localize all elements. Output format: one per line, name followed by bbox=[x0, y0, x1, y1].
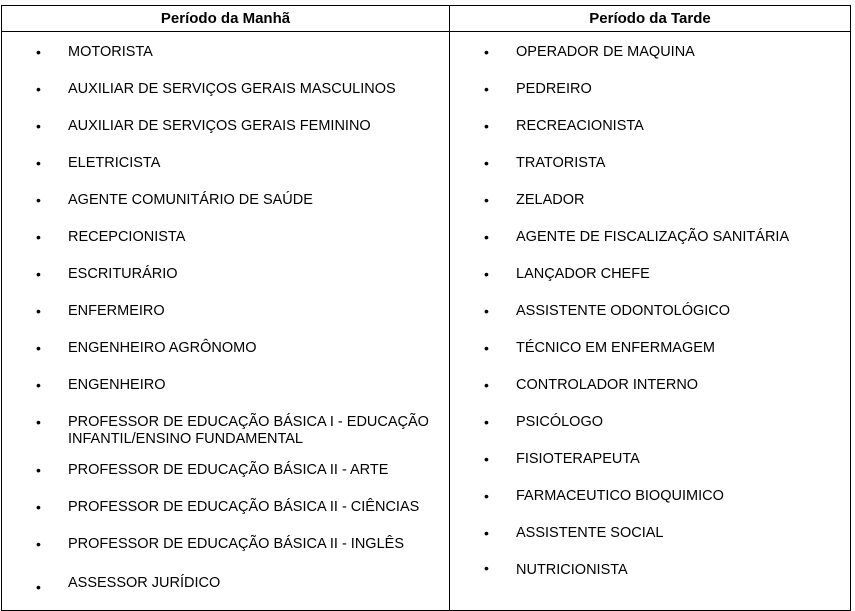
list-item bbox=[2, 414, 449, 462]
list-item bbox=[450, 81, 850, 118]
list-item-label: AGENTE DE FISCALIZAÇÃO SANITÁRIA bbox=[516, 229, 790, 245]
bullet-icon: • bbox=[484, 560, 489, 576]
bullet-icon: • bbox=[484, 229, 489, 245]
list-item bbox=[450, 562, 850, 602]
bullet-icon: • bbox=[484, 451, 489, 467]
list-item-label: AGENTE COMUNITÁRIO DE SAÚDE bbox=[68, 192, 313, 208]
afternoon-column bbox=[450, 32, 851, 611]
list-item-label: MOTORISTA bbox=[68, 44, 153, 60]
list-item bbox=[450, 451, 850, 488]
list-item-label: ESCRITURÁRIO bbox=[68, 266, 178, 282]
list-item-label: PEDREIRO bbox=[516, 81, 592, 97]
header-afternoon: Período da Tarde bbox=[450, 6, 851, 32]
bullet-icon: • bbox=[484, 414, 489, 430]
list-item bbox=[450, 155, 850, 192]
list-item bbox=[2, 573, 449, 610]
bullet-icon: • bbox=[36, 536, 41, 552]
list-item-label: ASSISTENTE ODONTOLÓGICO bbox=[516, 303, 731, 319]
list-item bbox=[2, 499, 449, 536]
list-item bbox=[450, 340, 850, 377]
list-item-label: PROFESSOR DE EDUCAÇÃO BÁSICA II - CIÊNCIAS bbox=[68, 499, 420, 515]
list-item bbox=[2, 229, 449, 266]
bullet-icon: • bbox=[484, 525, 489, 541]
list-item-label: FISIOTERAPEUTA bbox=[516, 451, 640, 467]
list-item bbox=[2, 192, 449, 229]
list-item-label: ENFERMEIRO bbox=[68, 303, 165, 319]
list-item bbox=[450, 229, 850, 266]
bullet-icon: • bbox=[36, 229, 41, 245]
morning-column bbox=[2, 32, 450, 611]
list-item bbox=[2, 303, 449, 340]
list-item-label: TRATORISTA bbox=[516, 155, 606, 171]
bullet-icon: • bbox=[36, 499, 41, 515]
list-item bbox=[2, 462, 449, 499]
bullet-icon: • bbox=[484, 488, 489, 504]
list-item-label: ENGENHEIRO bbox=[68, 377, 166, 393]
list-item bbox=[450, 192, 850, 229]
bullet-icon: • bbox=[36, 266, 41, 282]
list-item bbox=[2, 44, 449, 81]
list-item bbox=[2, 81, 449, 118]
list-item-label: PROFESSOR DE EDUCAÇÃO BÁSICA II - ARTE bbox=[68, 462, 389, 478]
list-item bbox=[2, 340, 449, 377]
list-item bbox=[450, 303, 850, 340]
afternoon-list bbox=[450, 32, 850, 602]
list-item-label: PROFESSOR DE EDUCAÇÃO BÁSICA II - INGLÊS bbox=[68, 536, 404, 552]
list-item-label: OPERADOR DE MAQUINA bbox=[516, 44, 695, 60]
bullet-icon: • bbox=[36, 579, 41, 595]
bullet-icon: • bbox=[36, 303, 41, 319]
list-item bbox=[450, 44, 850, 81]
list-item bbox=[450, 377, 850, 414]
list-item-label: CONTROLADOR INTERNO bbox=[516, 377, 699, 393]
list-item-label: PSICÓLOGO bbox=[516, 414, 604, 430]
bullet-icon: • bbox=[36, 192, 41, 208]
header-row bbox=[2, 6, 851, 32]
list-item bbox=[2, 118, 449, 155]
bullet-icon: • bbox=[36, 414, 41, 430]
bullet-icon: • bbox=[36, 462, 41, 478]
bullet-icon: • bbox=[484, 303, 489, 319]
list-item-label: NUTRICIONISTA bbox=[516, 562, 628, 578]
bullet-icon: • bbox=[484, 155, 489, 171]
bullet-icon: • bbox=[36, 377, 41, 393]
list-item bbox=[450, 525, 850, 562]
bullet-icon: • bbox=[484, 118, 489, 134]
list-item-label: AUXILIAR DE SERVIÇOS GERAIS MASCULINOS bbox=[68, 81, 396, 97]
list-item-label: AUXILIAR DE SERVIÇOS GERAIS FEMININO bbox=[68, 118, 371, 134]
list-item bbox=[450, 488, 850, 525]
list-item-label: ZELADOR bbox=[516, 192, 585, 208]
bullet-icon: • bbox=[484, 192, 489, 208]
morning-list bbox=[2, 32, 449, 610]
bullet-icon: • bbox=[484, 377, 489, 393]
bullet-icon: • bbox=[484, 340, 489, 356]
list-item-label: LANÇADOR CHEFE bbox=[516, 266, 650, 282]
header-morning: Período da Manhã bbox=[2, 6, 450, 32]
list-item bbox=[450, 266, 850, 303]
list-item-label: RECEPCIONISTA bbox=[68, 229, 186, 245]
list-item-label: FARMACEUTICO BIOQUIMICO bbox=[516, 488, 724, 504]
list-item bbox=[2, 536, 449, 573]
bullet-icon: • bbox=[36, 155, 41, 171]
list-item-label: ENGENHEIRO AGRÔNOMO bbox=[68, 340, 257, 356]
list-item-label: TÉCNICO EM ENFERMAGEM bbox=[516, 340, 715, 356]
bullet-icon: • bbox=[36, 81, 41, 97]
list-item bbox=[450, 414, 850, 451]
bullet-icon: • bbox=[484, 266, 489, 282]
list-item bbox=[450, 118, 850, 155]
list-item bbox=[2, 266, 449, 303]
list-item-label: ELETRICISTA bbox=[68, 155, 161, 171]
list-item-label: PROFESSOR DE EDUCAÇÃO BÁSICA I - EDUCAÇÃO INFANTIL/ENSINO FUNDAMENTAL bbox=[68, 414, 429, 447]
list-item-label: ASSESSOR JURÍDICO bbox=[68, 575, 221, 591]
bullet-icon: • bbox=[484, 81, 489, 97]
list-item bbox=[2, 377, 449, 414]
bullet-icon: • bbox=[36, 118, 41, 134]
content-row bbox=[2, 32, 851, 611]
bullet-icon: • bbox=[484, 44, 489, 60]
list-item bbox=[2, 155, 449, 192]
list-item-label: ASSISTENTE SOCIAL bbox=[516, 525, 664, 541]
periods-table bbox=[1, 5, 851, 611]
bullet-icon: • bbox=[36, 44, 41, 60]
bullet-icon: • bbox=[36, 340, 41, 356]
list-item-label: RECREACIONISTA bbox=[516, 118, 644, 134]
